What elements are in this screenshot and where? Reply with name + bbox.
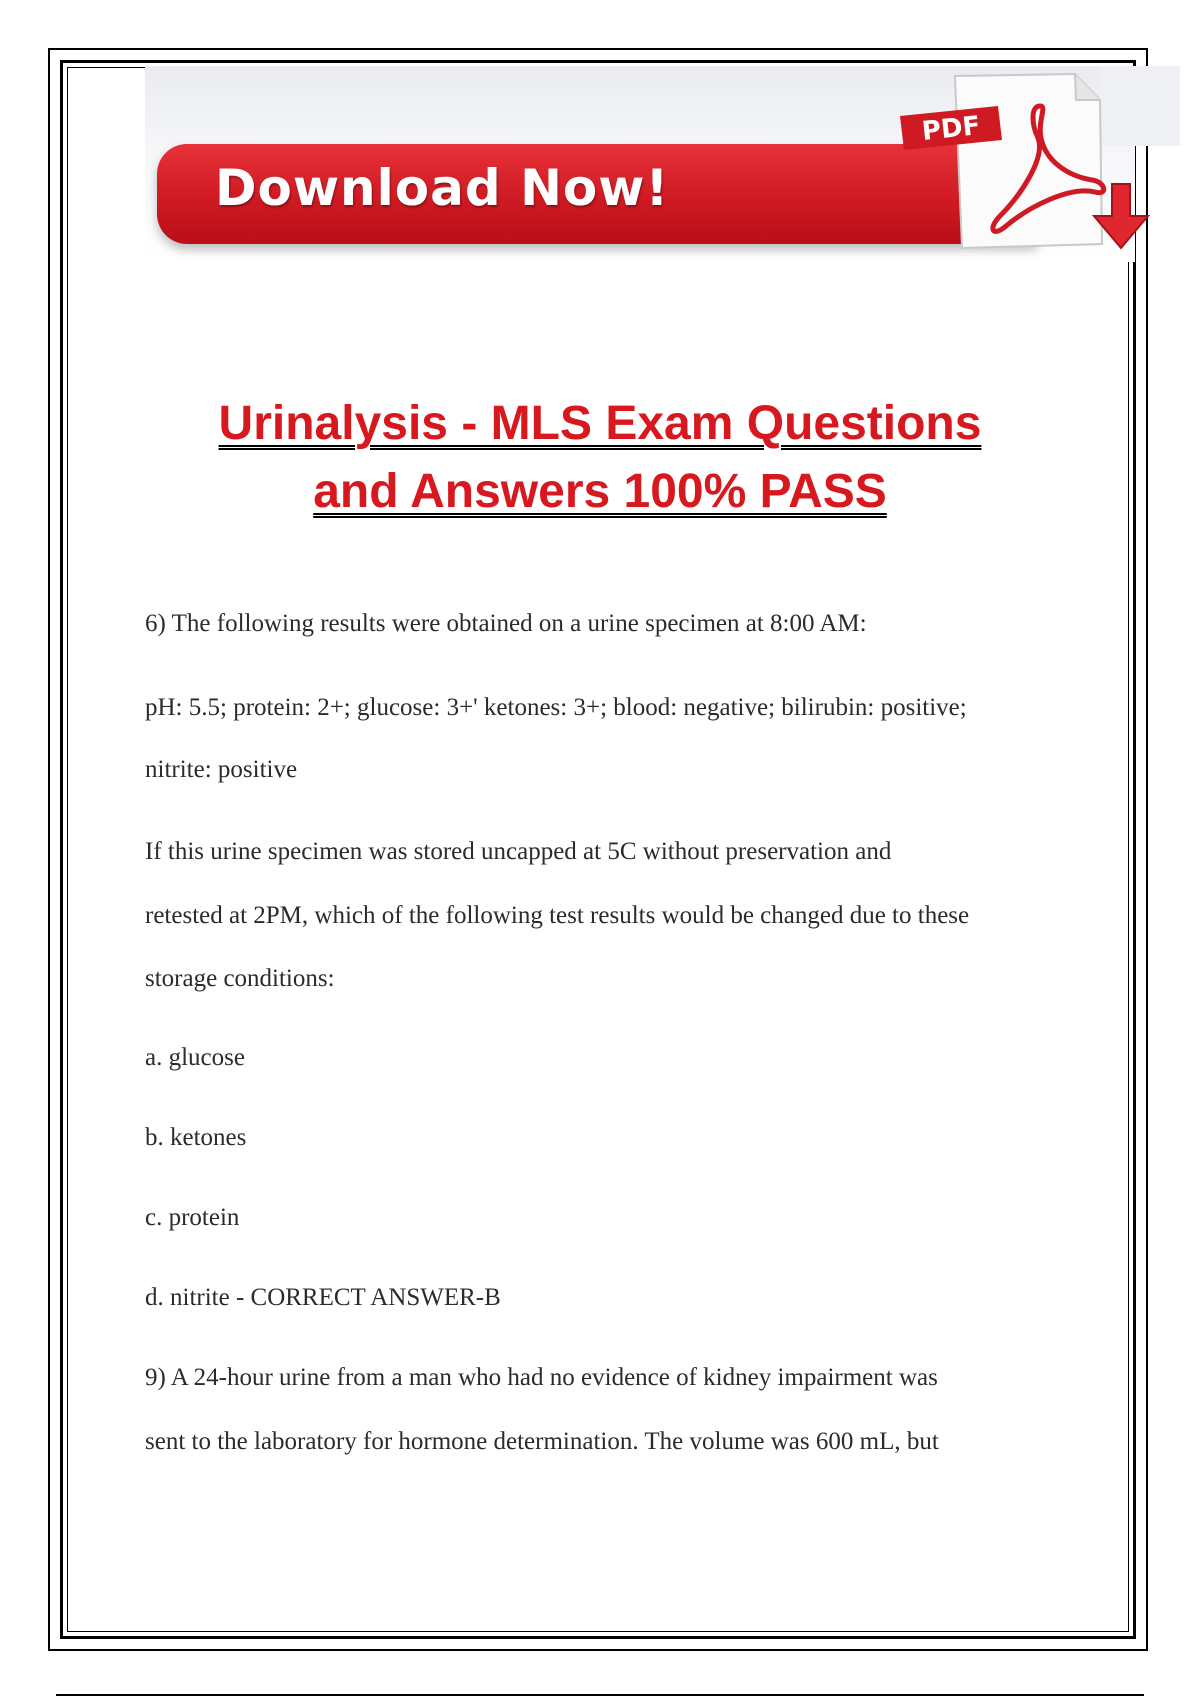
download-label: Download Now! (215, 159, 670, 217)
option-d-answer: d. nitrite - CORRECT ANSWER-B (145, 1284, 501, 1311)
option-a: a. glucose (145, 1044, 245, 1071)
download-banner[interactable] (145, 66, 1200, 262)
title-line-1: Urinalysis - MLS Exam Questions (218, 397, 982, 450)
bottom-rule (56, 1694, 1144, 1696)
question-6-text-line-2: retested at 2PM, which of the following test results would be changed due to these (145, 902, 970, 929)
question-9-line-1: 9) A 24-hour urine from a man who had no evidence of kidney impairment was (145, 1364, 938, 1391)
option-b: b. ketones (145, 1124, 247, 1151)
question-6-text-line-3: storage conditions: (145, 965, 335, 992)
question-6-stem: 6) The following results were obtained on a urine specimen at 8:00 AM: (145, 610, 867, 637)
question-6-text-line-1: If this urine specimen was stored uncapped at 5C without preservation and (145, 838, 892, 865)
document-title (140, 390, 1060, 526)
pdf-tag-text: PDF (920, 111, 982, 147)
pdf-file-icon (880, 66, 1180, 262)
question-6-results-line-1: pH: 5.5; protein: 2+; glucose: 3+' ketones: 3+; blood: negative; bilirubin: positive; (145, 694, 967, 721)
question-6-results-line-2: nitrite: positive (145, 756, 298, 783)
option-c: c. protein (145, 1204, 240, 1231)
question-9-line-2: sent to the laboratory for hormone determination. The volume was 600 mL, but (145, 1428, 939, 1455)
title-line-2: and Answers 100% PASS (313, 465, 887, 518)
